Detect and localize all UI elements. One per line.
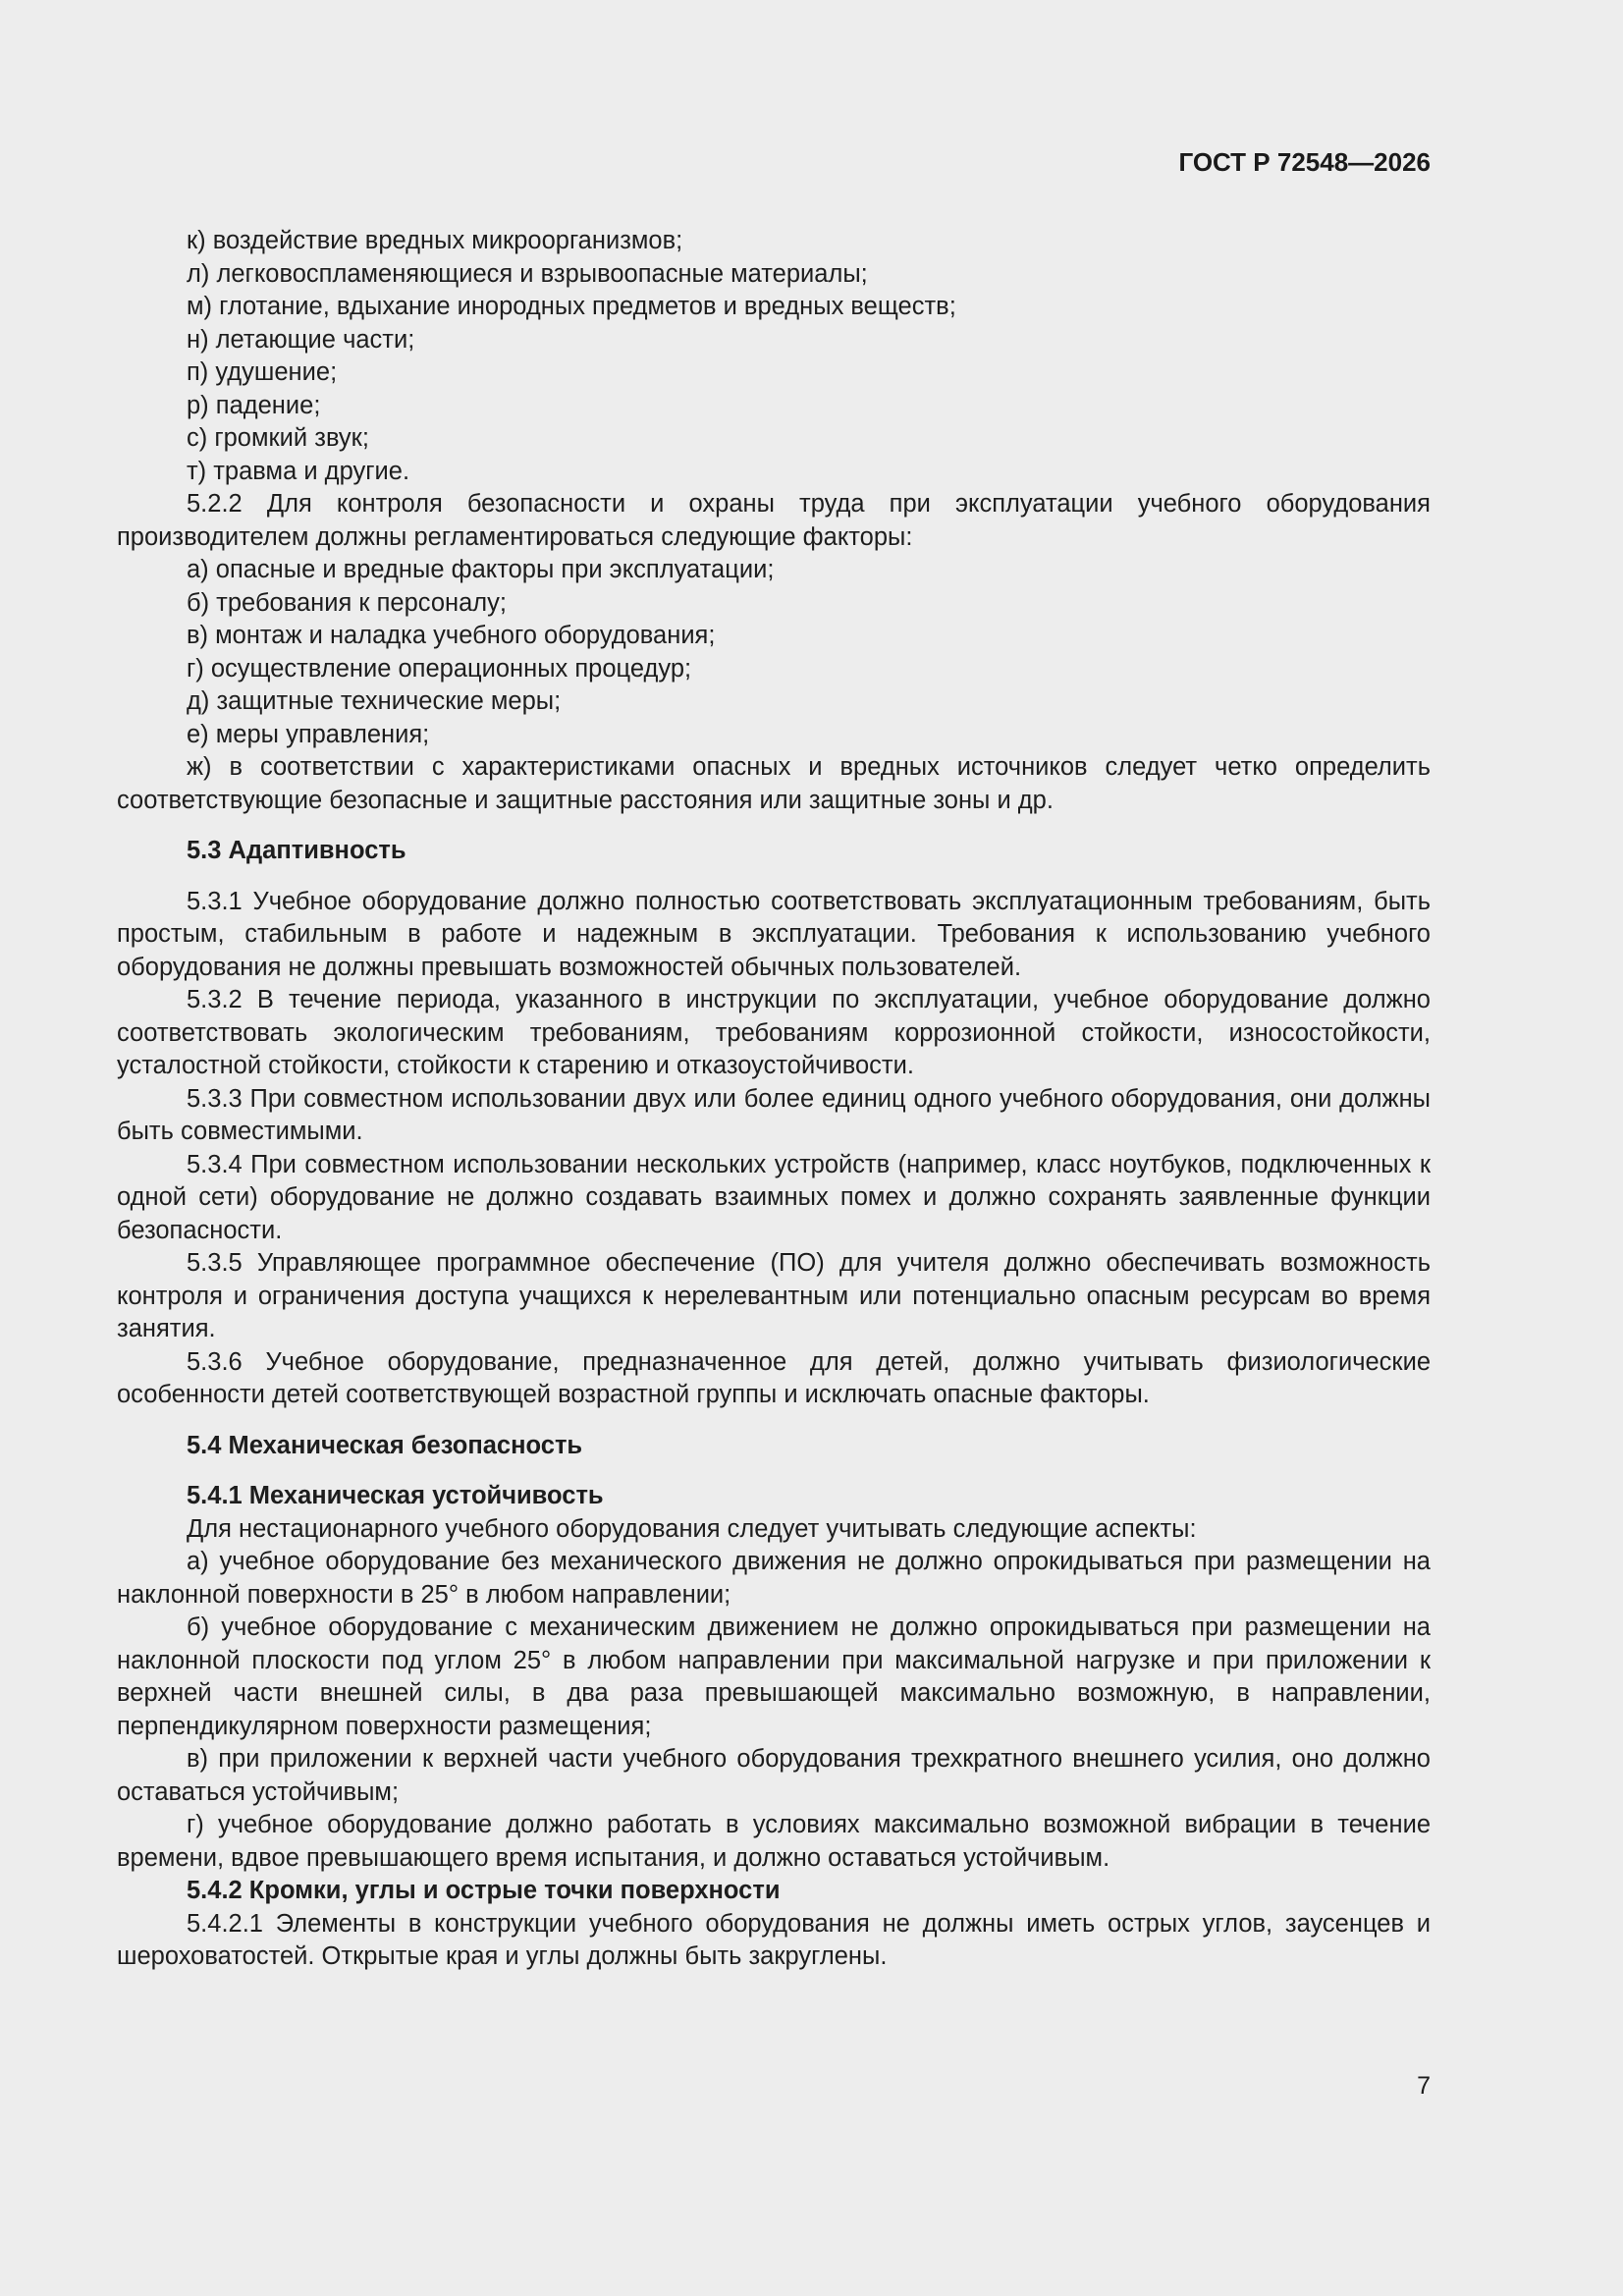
document-body <box>117 225 1431 1974</box>
list-item-d: д) защитные технические меры; <box>187 687 562 715</box>
section-heading-5-3: 5.3 Адаптивность <box>187 837 406 864</box>
subsection-heading-5-4-2: 5.4.2 Кромки, углы и острые точки поверхности <box>187 1877 781 1904</box>
list-item-zh: ж) в соответствии с характеристиками опасных и вредных источников следует четко определить соответствующие безопасные и защитные расстояния или защитные зоны и др. <box>117 753 1431 814</box>
page-number: 7 <box>1417 2072 1431 2100</box>
subsection-heading-5-4-1: 5.4.1 Механическая устойчивость <box>187 1482 604 1509</box>
paragraph-5-2-2: 5.2.2 Для контроля безопасности и охраны труда при эксплуатации учебного оборудования производителем должны регламентироваться следующие факторы: <box>117 490 1431 551</box>
list-item-t: т) травма и другие. <box>187 457 410 485</box>
paragraph-5-3-5: 5.3.5 Управляющее программное обеспечение (ПО) для учителя должно обеспечивать возможность контроля и ограничения доступа учащихся к нерелевантным или потенциально опасным ресурсам во время занятия. <box>117 1249 1431 1342</box>
paragraph-5-3-3: 5.3.3 При совместном использовании двух или более единиц одного учебного оборудования, они должны быть совместимыми. <box>117 1084 1431 1145</box>
paragraph-5-4-1-g: г) учебное оборудование должно работать в условиях максимально возможной вибрации в течение времени, вдвое превышающего время испытания, и должно оставаться устойчивым. <box>117 1811 1431 1872</box>
list-item-m: м) глотание, вдыхание инородных предметов и вредных веществ; <box>187 293 956 320</box>
list-item-g: г) осуществление операционных процедур; <box>187 654 692 683</box>
list-item-s: с) громкий звук; <box>187 424 369 452</box>
section-heading-5-4: 5.4 Механическая безопасность <box>187 1431 583 1459</box>
list-item-p: п) удушение; <box>187 358 338 386</box>
list-item-e: е) меры управления; <box>187 720 430 748</box>
list-item-v: в) монтаж и наладка учебного оборудования; <box>187 622 716 649</box>
list-item-n: н) летающие части; <box>187 325 415 354</box>
list-item-b: б) требования к персоналу; <box>187 588 507 617</box>
document-id-header: ГОСТ Р 72548—2026 <box>1178 147 1431 177</box>
paragraph-5-4-2-1: 5.4.2.1 Элементы в конструкции учебного оборудования не должны иметь острых углов, заусенцев и шероховатостей. Открытые края и углы должны быть закруглены. <box>117 1909 1431 1970</box>
paragraph-5-3-1: 5.3.1 Учебное оборудование должно полностью соответствовать эксплуатационным требованиям, быть простым, стабильным в работе и надежным в эксплуатации. Требования к использованию учебного оборудования не должны превышать возможностей обычных пользователей. <box>117 887 1431 981</box>
paragraph-5-3-6: 5.3.6 Учебное оборудование, предназначенное для детей, должно учитывать физиологические особенности детей соответствующей возрастной группы и исключать опасные факторы. <box>117 1347 1431 1408</box>
paragraph-5-4-1-v: в) при приложении к верхней части учебного оборудования трехкратного внешнего усилия, оно должно оставаться устойчивым; <box>117 1745 1431 1806</box>
list-item-r: р) падение; <box>187 391 321 419</box>
list-item-a: а) опасные и вредные факторы при эксплуатации; <box>187 556 775 583</box>
list-item-l: л) легковоспламеняющиеся и взрывоопасные материалы; <box>187 259 868 288</box>
list-item-k: к) воздействие вредных микроорганизмов; <box>187 227 683 254</box>
paragraph-5-3-2: 5.3.2 В течение периода, указанного в инструкции по эксплуатации, учебное оборудование должно соответствовать экологическим требованиям, требованиям коррозионной стойкости, износостойкости, усталостной стойкости, стойкости к старению и отказоустойчивости. <box>117 986 1431 1079</box>
paragraph-5-3-4: 5.3.4 При совместном использовании нескольких устройств (например, класс ноутбуков, подключенных к одной сети) оборудование не должно создавать взаимных помех и должно сохранять заявленные функции безопасности. <box>117 1150 1431 1244</box>
paragraph-5-4-1-a: а) учебное оборудование без механического движения не должно опрокидываться при размещении на наклонной поверхности в 25° в любом направлении; <box>117 1548 1431 1609</box>
paragraph-5-4-1-intro: Для нестационарного учебного оборудования следует учитывать следующие аспекты: <box>187 1514 1197 1543</box>
paragraph-5-4-1-b: б) учебное оборудование с механическим движением не должно опрокидываться при размещении на наклонной плоскости под углом 25° в любом направлении при максимальной нагрузке и при приложении к верхней части внешней силы, в два раза превышающей максимально возможную, в направлении, перпендикулярном поверхности размещения; <box>117 1613 1431 1740</box>
